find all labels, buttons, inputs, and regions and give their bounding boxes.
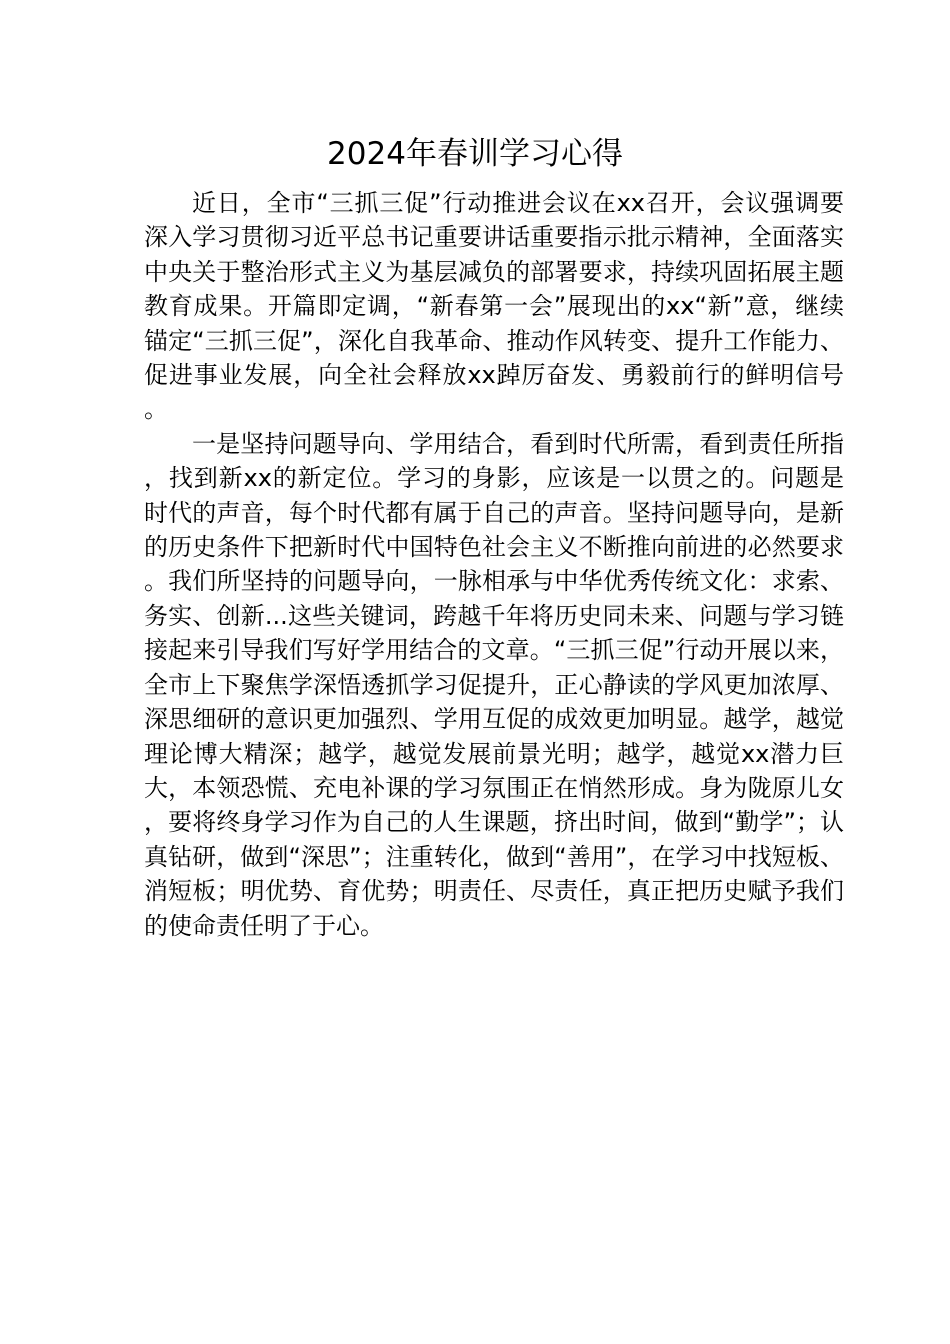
document-title: 2024年春训学习心得 (327, 136, 623, 172)
document-body (144, 186, 844, 943)
paragraph-point-one: 一是坚持问题导向、学用结合，看到时代所需，看到责任所指，找到新xx的新定位。学习的身影，应该是一以贯之的。问题是时代的声音，每个时代都有属于自己的声音。坚持问题导向，是新的历史条件下把新时代中国特色社会主义不断推向前进的必然要求。我们所坚持的问题导向，一脉相承与中华优秀传统文化：求索、务实、创新...这些关键词，跨越千年将历史同未来、问题与学习链接起来引导我们写好学用结合的文章。“三抓三促”行动开展以来，全市上下聚焦学深悟透抓学习促提升，正心静读的学风更加浓厚、深思细研的意识更加强烈、学用互促的成效更加明显。越学，越觉理论博大精深；越学，越觉发展前景光明；越学，越觉xx潜力巨大，本领恐慌、充电补课的学习氛围正在悄然形成。身为陇原儿女，要将终身学习作为自己的人生课题，挤出时间，做到“勤学”；认真钻研，做到“深思”；注重转化，做到“善用”，在学习中找短板、消短板；明优势、育优势；明责任、尽责任，真正把历史赋予我们的使命责任明了于心。 (144, 429, 844, 940)
paragraph-intro: 近日，全市“三抓三促”行动推进会议在xx召开，会议强调要深入学习贯彻习近平总书记重要讲话重要指示批示精神，全面落实中央关于整治形式主义为基层减负的部署要求，持续巩固拓展主题教育成果。开篇即定调，“新春第一会”展现出的xx“新”意，继续锚定“三抓三促”，深化自我革命、推动作风转变、提升工作能力、促进事业发展，向全社会释放xx踔厉奋发、勇毅前行的鲜明信号。 (144, 189, 844, 424)
